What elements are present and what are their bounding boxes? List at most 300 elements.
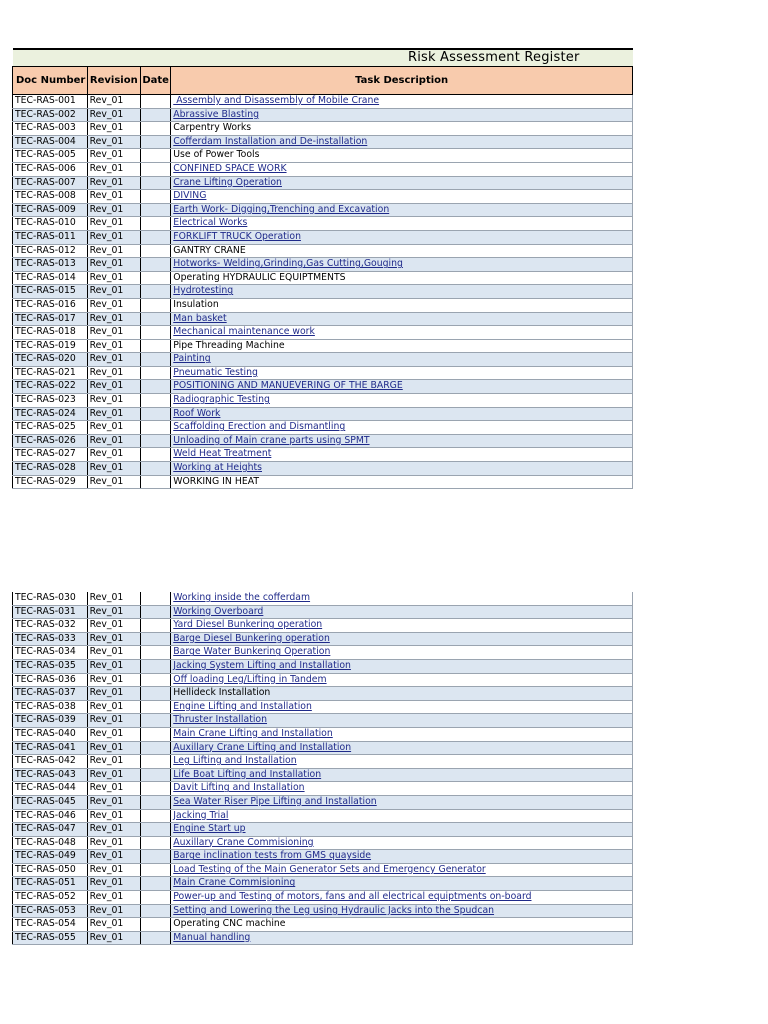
table-row: [13, 714, 633, 728]
doc-number-cell: TEC-RAS-049: [13, 850, 88, 864]
revision-cell: Rev_01: [87, 462, 140, 476]
table-row: [13, 755, 633, 769]
doc-number-cell: TEC-RAS-014: [13, 271, 88, 285]
date-cell: [141, 755, 171, 769]
date-cell: [141, 366, 171, 380]
task-link[interactable]: Auxillary Crane Lifting and Installation: [173, 741, 352, 753]
doc-number-cell: TEC-RAS-035: [13, 659, 88, 673]
table-row: [13, 918, 633, 932]
task-link[interactable]: Auxillary Crane Commisioning: [173, 836, 314, 848]
task-description-cell: [171, 258, 633, 272]
date-cell: [141, 768, 171, 782]
revision-cell: Rev_01: [87, 659, 140, 673]
revision-cell: Rev_01: [87, 285, 140, 299]
date-cell: [141, 782, 171, 796]
table-row: [13, 162, 633, 176]
task-link[interactable]: Manual handling: [173, 931, 251, 943]
task-description-cell: [171, 394, 633, 408]
task-link[interactable]: Abrassive Blasting: [173, 108, 260, 120]
table-row: [13, 434, 633, 448]
date-cell: [141, 659, 171, 673]
task-description-cell: [171, 768, 633, 782]
doc-number-cell: TEC-RAS-052: [13, 891, 88, 905]
doc-number-cell: TEC-RAS-051: [13, 877, 88, 891]
task-description-cell: [171, 741, 633, 755]
table-row: [13, 823, 633, 837]
task-description-cell: [171, 877, 633, 891]
table-row: [13, 135, 633, 149]
doc-number-cell: TEC-RAS-011: [13, 230, 88, 244]
date-cell: [141, 312, 171, 326]
date-cell: [141, 931, 171, 945]
task-text: GANTRY CRANE: [173, 244, 246, 256]
task-link[interactable]: Barge Diesel Bunkering operation: [173, 632, 330, 644]
date-cell: [141, 217, 171, 231]
revision-cell: Rev_01: [87, 135, 140, 149]
date-cell: [141, 203, 171, 217]
task-description-cell: [171, 755, 633, 769]
revision-cell: Rev_01: [87, 700, 140, 714]
task-description-cell: [171, 850, 633, 864]
task-link[interactable]: Weld Heat Treatment: [173, 448, 272, 460]
task-description-cell: [171, 782, 633, 796]
table-row: [13, 795, 633, 809]
doc-number-cell: TEC-RAS-032: [13, 619, 88, 633]
task-description-cell: [171, 619, 633, 633]
doc-number-cell: TEC-RAS-031: [13, 605, 88, 619]
date-cell: [141, 632, 171, 646]
task-link[interactable]: Leg Lifting and Installation: [173, 755, 297, 767]
revision-cell: Rev_01: [87, 863, 140, 877]
task-link[interactable]: POSITIONING AND MANUEVERING OF THE BARGE: [173, 380, 403, 392]
task-link[interactable]: Main Crane Lifting and Installation: [173, 727, 333, 739]
revision-cell: Rev_01: [87, 823, 140, 837]
task-link[interactable]: Davit Lifting and Installation: [173, 782, 305, 794]
date-cell: [141, 380, 171, 394]
task-text: Operating CNC machine: [173, 918, 286, 930]
doc-number-cell: TEC-RAS-020: [13, 353, 88, 367]
table-row: [13, 877, 633, 891]
header-date: Date: [141, 67, 171, 95]
date-cell: [141, 122, 171, 136]
task-description-cell: [171, 931, 633, 945]
date-cell: [141, 190, 171, 204]
table-row: [13, 203, 633, 217]
task-link[interactable]: Barge Water Bunkering Operation: [173, 646, 331, 658]
table-row: [13, 904, 633, 918]
register-body-1: [13, 95, 633, 489]
task-description-cell: [171, 727, 633, 741]
task-description-cell: [171, 863, 633, 877]
date-cell: [141, 298, 171, 312]
doc-number-cell: TEC-RAS-008: [13, 190, 88, 204]
revision-cell: Rev_01: [87, 366, 140, 380]
doc-number-cell: TEC-RAS-027: [13, 448, 88, 462]
task-link[interactable]: Electrical Works: [173, 217, 248, 229]
task-description-cell: [171, 434, 633, 448]
revision-cell: Rev_01: [87, 727, 140, 741]
task-link[interactable]: Painting: [173, 353, 211, 365]
date-cell: [141, 850, 171, 864]
doc-number-cell: TEC-RAS-017: [13, 312, 88, 326]
table-row: [13, 244, 633, 258]
doc-number-cell: TEC-RAS-036: [13, 673, 88, 687]
revision-cell: Rev_01: [87, 380, 140, 394]
revision-cell: Rev_01: [87, 217, 140, 231]
date-cell: [141, 434, 171, 448]
task-text: Pipe Threading Machine: [173, 339, 285, 351]
revision-cell: Rev_01: [87, 850, 140, 864]
task-description-cell: [171, 217, 633, 231]
revision-cell: Rev_01: [87, 448, 140, 462]
table-row: [13, 108, 633, 122]
task-link[interactable]: Jacking Trial: [173, 809, 229, 821]
date-cell: [141, 891, 171, 905]
table-row: [13, 646, 633, 660]
table-row: [13, 122, 633, 136]
table-row: [13, 407, 633, 421]
date-cell: [141, 339, 171, 353]
task-description-cell: [171, 904, 633, 918]
doc-number-cell: TEC-RAS-015: [13, 285, 88, 299]
task-link[interactable]: Radiographic Testing: [173, 394, 270, 406]
revision-cell: Rev_01: [87, 339, 140, 353]
date-cell: [141, 448, 171, 462]
task-description-cell: [171, 475, 633, 489]
table-row: [13, 312, 633, 326]
task-description-cell: [171, 108, 633, 122]
revision-cell: Rev_01: [87, 108, 140, 122]
task-link[interactable]: Life Boat Lifting and Installation: [173, 768, 322, 780]
doc-number-cell: TEC-RAS-003: [13, 122, 88, 136]
doc-number-cell: TEC-RAS-029: [13, 475, 88, 489]
table-row: [13, 95, 633, 109]
date-cell: [141, 877, 171, 891]
task-link[interactable]: Crane Lifting Operation: [173, 176, 282, 188]
table-row: [13, 298, 633, 312]
table-row: [13, 850, 633, 864]
task-link[interactable]: Barge inclination tests from GMS quayside: [173, 850, 372, 862]
table-row: [13, 366, 633, 380]
task-link[interactable]: Pneumatic Testing: [173, 366, 258, 378]
table-row: [13, 176, 633, 190]
date-cell: [141, 149, 171, 163]
table-row: [13, 891, 633, 905]
revision-cell: Rev_01: [87, 619, 140, 633]
task-link[interactable]: Engine Lifting and Installation: [173, 700, 312, 712]
task-link[interactable]: Hydrotesting: [173, 285, 234, 297]
header-doc-number: Doc Number: [13, 67, 88, 95]
date-cell: [141, 162, 171, 176]
task-description-cell: [171, 95, 633, 109]
table-row: [13, 462, 633, 476]
table-row: [13, 700, 633, 714]
date-cell: [141, 462, 171, 476]
task-description-cell: [171, 462, 633, 476]
table-row: [13, 271, 633, 285]
task-link[interactable]: Yard Diesel Bunkering operation: [173, 619, 323, 631]
task-description-cell: [171, 230, 633, 244]
task-description-cell: [171, 312, 633, 326]
task-description-cell: [171, 203, 633, 217]
table-row: [13, 863, 633, 877]
doc-number-cell: TEC-RAS-013: [13, 258, 88, 272]
table-row: [13, 727, 633, 741]
task-link[interactable]: Load Testing of the Main Generator Sets and Emergency Generator: [173, 863, 486, 875]
revision-cell: Rev_01: [87, 646, 140, 660]
date-cell: [141, 741, 171, 755]
revision-cell: Rev_01: [87, 475, 140, 489]
table-row: [13, 619, 633, 633]
doc-number-cell: TEC-RAS-021: [13, 366, 88, 380]
revision-cell: Rev_01: [87, 230, 140, 244]
revision-cell: Rev_01: [87, 162, 140, 176]
revision-cell: Rev_01: [87, 434, 140, 448]
revision-cell: Rev_01: [87, 605, 140, 619]
revision-cell: Rev_01: [87, 768, 140, 782]
revision-cell: Rev_01: [87, 149, 140, 163]
task-link[interactable]: Man basket: [173, 312, 227, 324]
doc-number-cell: TEC-RAS-030: [13, 592, 88, 605]
task-description-cell: [171, 632, 633, 646]
task-link[interactable]: FORKLIFT TRUCK Operation: [173, 230, 301, 242]
date-cell: [141, 673, 171, 687]
revision-cell: Rev_01: [87, 741, 140, 755]
task-link[interactable]: Working at Heights: [173, 462, 262, 474]
task-description-cell: [171, 407, 633, 421]
task-text: WORKING IN HEAT: [173, 475, 260, 487]
table-row: [13, 380, 633, 394]
revision-cell: Rev_01: [87, 271, 140, 285]
task-link[interactable]: CONFINED SPACE WORK: [173, 162, 287, 174]
doc-number-cell: TEC-RAS-048: [13, 836, 88, 850]
revision-cell: Rev_01: [87, 298, 140, 312]
table-row: [13, 475, 633, 489]
date-cell: [141, 619, 171, 633]
revision-cell: Rev_01: [87, 714, 140, 728]
date-cell: [141, 836, 171, 850]
date-cell: [141, 727, 171, 741]
date-cell: [141, 135, 171, 149]
task-description-cell: [171, 285, 633, 299]
revision-cell: Rev_01: [87, 353, 140, 367]
register-title: Risk Assessment Register: [407, 50, 580, 65]
table-row: [13, 809, 633, 823]
doc-number-cell: TEC-RAS-040: [13, 727, 88, 741]
doc-number-cell: TEC-RAS-001: [13, 95, 88, 109]
doc-number-cell: TEC-RAS-005: [13, 149, 88, 163]
revision-cell: Rev_01: [87, 326, 140, 340]
task-description-cell: [171, 659, 633, 673]
task-text: Carpentry Works: [173, 122, 252, 134]
task-description-cell: [171, 421, 633, 435]
task-link[interactable]: Hotworks- Welding,Grinding,Gas Cutting,Gouging: [173, 258, 403, 270]
task-description-cell: [171, 176, 633, 190]
doc-number-cell: TEC-RAS-028: [13, 462, 88, 476]
date-cell: [141, 592, 171, 605]
task-description-cell: [171, 592, 633, 605]
table-row: [13, 592, 633, 605]
header-revision: Revision: [87, 67, 140, 95]
date-cell: [141, 823, 171, 837]
doc-number-cell: TEC-RAS-023: [13, 394, 88, 408]
revision-cell: Rev_01: [87, 244, 140, 258]
task-description-cell: [171, 448, 633, 462]
doc-number-cell: TEC-RAS-026: [13, 434, 88, 448]
task-description-cell: [171, 366, 633, 380]
date-cell: [141, 95, 171, 109]
task-link[interactable]: Setting and Lowering the Leg using Hydraulic Jacks into the Spudcan: [173, 904, 495, 916]
register-body-2: [13, 592, 633, 945]
task-link[interactable]: Main Crane Commisioning: [173, 877, 296, 889]
revision-cell: Rev_01: [87, 258, 140, 272]
doc-number-cell: TEC-RAS-043: [13, 768, 88, 782]
revision-cell: Rev_01: [87, 95, 140, 109]
task-description-cell: [171, 135, 633, 149]
revision-cell: Rev_01: [87, 203, 140, 217]
title-row: [13, 49, 633, 67]
doc-number-cell: TEC-RAS-050: [13, 863, 88, 877]
task-description-cell: [171, 339, 633, 353]
task-link[interactable]: Assembly and Disassembly of Mobile Crane: [173, 95, 380, 106]
revision-cell: Rev_01: [87, 122, 140, 136]
table-row: [13, 285, 633, 299]
doc-number-cell: TEC-RAS-042: [13, 755, 88, 769]
date-cell: [141, 795, 171, 809]
doc-number-cell: TEC-RAS-054: [13, 918, 88, 932]
revision-cell: Rev_01: [87, 918, 140, 932]
revision-cell: Rev_01: [87, 795, 140, 809]
task-link[interactable]: Off loading Leg/Lifting in Tandem: [173, 673, 327, 685]
register-title-cell: [13, 49, 633, 67]
table-row: [13, 605, 633, 619]
task-text: Insulation: [173, 298, 219, 310]
task-description-cell: [171, 162, 633, 176]
revision-cell: Rev_01: [87, 904, 140, 918]
task-link[interactable]: Thruster Installation: [173, 714, 268, 726]
task-link[interactable]: Working Overboard: [173, 605, 264, 617]
revision-cell: Rev_01: [87, 407, 140, 421]
revision-cell: Rev_01: [87, 632, 140, 646]
date-cell: [141, 326, 171, 340]
doc-number-cell: TEC-RAS-046: [13, 809, 88, 823]
date-cell: [141, 904, 171, 918]
table-row: [13, 421, 633, 435]
table-row: [13, 326, 633, 340]
date-cell: [141, 475, 171, 489]
doc-number-cell: TEC-RAS-018: [13, 326, 88, 340]
date-cell: [141, 394, 171, 408]
task-link[interactable]: Roof Work: [173, 407, 221, 419]
register-table-2: [12, 592, 633, 945]
task-description-cell: [171, 605, 633, 619]
task-link[interactable]: DIVING: [173, 190, 207, 202]
doc-number-cell: TEC-RAS-025: [13, 421, 88, 435]
task-description-cell: [171, 891, 633, 905]
task-link[interactable]: Jacking System Lifting and Installation: [173, 659, 351, 671]
doc-number-cell: TEC-RAS-045: [13, 795, 88, 809]
task-description-cell: [171, 353, 633, 367]
revision-cell: Rev_01: [87, 755, 140, 769]
table-row: [13, 632, 633, 646]
table-row: [13, 353, 633, 367]
header-row: [13, 67, 633, 95]
revision-cell: Rev_01: [87, 931, 140, 945]
doc-number-cell: TEC-RAS-012: [13, 244, 88, 258]
date-cell: [141, 271, 171, 285]
task-link[interactable]: Unloading of Main crane parts using SPMT: [173, 434, 370, 446]
task-link[interactable]: Cofferdam Installation and De-installation: [173, 135, 368, 147]
revision-cell: Rev_01: [87, 891, 140, 905]
task-link[interactable]: Engine Start up: [173, 823, 246, 835]
task-description-cell: [171, 795, 633, 809]
revision-cell: Rev_01: [87, 176, 140, 190]
task-description-cell: [171, 271, 633, 285]
header-task-description: Task Description: [171, 67, 633, 95]
doc-number-cell: TEC-RAS-016: [13, 298, 88, 312]
register-table-1: [12, 48, 633, 489]
doc-number-cell: TEC-RAS-019: [13, 339, 88, 353]
date-cell: [141, 646, 171, 660]
task-description-cell: [171, 836, 633, 850]
date-cell: [141, 421, 171, 435]
table-row: [13, 217, 633, 231]
date-cell: [141, 230, 171, 244]
date-cell: [141, 863, 171, 877]
revision-cell: Rev_01: [87, 782, 140, 796]
date-cell: [141, 244, 171, 258]
table-row: [13, 448, 633, 462]
table-row: [13, 230, 633, 244]
revision-cell: Rev_01: [87, 687, 140, 701]
date-cell: [141, 714, 171, 728]
doc-number-cell: TEC-RAS-010: [13, 217, 88, 231]
doc-number-cell: TEC-RAS-039: [13, 714, 88, 728]
doc-number-cell: TEC-RAS-038: [13, 700, 88, 714]
task-link[interactable]: Mechanical maintenance work: [173, 326, 315, 338]
date-cell: [141, 605, 171, 619]
doc-number-cell: TEC-RAS-037: [13, 687, 88, 701]
table-row: [13, 258, 633, 272]
doc-number-cell: TEC-RAS-041: [13, 741, 88, 755]
task-link[interactable]: Scaffolding Erection and Dismantling: [173, 421, 346, 433]
table-row: [13, 149, 633, 163]
date-cell: [141, 176, 171, 190]
task-description-cell: [171, 149, 633, 163]
table-row: [13, 782, 633, 796]
revision-cell: Rev_01: [87, 421, 140, 435]
table-row: [13, 687, 633, 701]
doc-number-cell: TEC-RAS-047: [13, 823, 88, 837]
table-row: [13, 741, 633, 755]
doc-number-cell: TEC-RAS-007: [13, 176, 88, 190]
task-link[interactable]: Power-up and Testing of motors, fans and all electrical equiptments on-board: [173, 891, 532, 903]
task-text: Hellideck Installation: [173, 687, 271, 699]
date-cell: [141, 108, 171, 122]
date-cell: [141, 687, 171, 701]
task-link[interactable]: Earth Work- Digging,Trenching and Excavation: [173, 203, 390, 215]
table-row: [13, 394, 633, 408]
table-row: [13, 190, 633, 204]
revision-cell: Rev_01: [87, 592, 140, 605]
date-cell: [141, 918, 171, 932]
task-description-cell: [171, 122, 633, 136]
task-link[interactable]: Sea Water Riser Pipe Lifting and Installation: [173, 795, 377, 807]
task-description-cell: [171, 673, 633, 687]
task-description-cell: [171, 687, 633, 701]
task-link[interactable]: Working inside the cofferdam: [173, 592, 311, 603]
table-row: [13, 931, 633, 945]
